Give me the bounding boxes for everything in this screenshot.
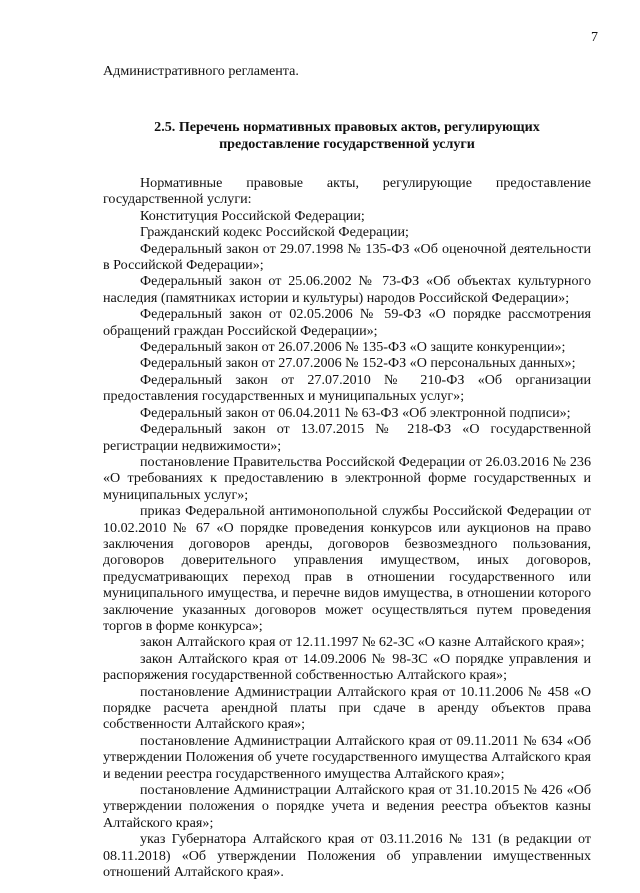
list-paragraph: Конституция Российской Федерации;	[140, 207, 365, 224]
list-paragraph: Федеральный закон от 06.04.2011 № 63-ФЗ «Об электронной подписи»;	[140, 404, 571, 421]
list-paragraph: Федеральный закон от 25.06.2002 № 73-ФЗ «Об объектах культурного наследия (памятниках истории и культуры) народов Российской Федерации»;	[103, 273, 591, 306]
lead-line: Административного регламента.	[103, 63, 299, 79]
list-paragraph: постановление Правительства Российской Федерации от 26.03.2016 № 236 «О требованиях к предоставлению в электронной форме государственных и муниципальных услуг»;	[103, 453, 591, 503]
document-body	[103, 63, 591, 880]
list-paragraph: Федеральный закон от 29.07.1998 № 135-ФЗ «Об оценочной деятельности в Российской Федерации»;	[103, 240, 591, 274]
list-paragraph: закон Алтайского края от 14.09.2006 № 98-ЗС «О порядке управления и распоряжения государственной собственностью Алтайского края»;	[103, 650, 591, 684]
legal-acts-list	[103, 175, 591, 880]
list-paragraph: Федеральный закон от 13.07.2015 № 218-ФЗ «О государственной регистрации недвижимости»;	[103, 421, 591, 454]
list-paragraph: Федеральный закон от 27.07.2010 № 210-ФЗ «Об организации предоставления государственных и муниципальных услуг»;	[103, 371, 591, 405]
list-paragraph: указ Губернатора Алтайского края от 03.11.2016 № 131 (в редакции от 08.11.2018) «Об утверждении Положения об управлении имущественных отношений Алтайского края».	[103, 831, 591, 881]
list-paragraph: приказ Федеральной антимонопольной службы Российской Федерации от 10.02.2010 № 67 «О порядке проведения конкурсов или аукционов на право заключения договоров аренды, договоров безвозмездного пользования, договоров доверительного управления имуществом, иных договоров, предусматривающих переход прав в отношении государственного или муниципального имущества, и перечне видов имущества, в отношении которого заключение указанных договоров может осуществляться путем проведения торгов в форме конкурса»;	[103, 503, 591, 634]
list-paragraph: Нормативные правовые акты, регулирующие предоставление государственной услуги:	[103, 175, 591, 208]
list-paragraph: Федеральный закон от 27.07.2006 № 152-ФЗ «О персональных данных»;	[140, 355, 576, 372]
list-paragraph: постановление Администрации Алтайского края от 10.11.2006 № 458 «О порядке расчета арендной платы при сдаче в аренду объектов права собственности Алтайского края»;	[103, 683, 591, 733]
list-paragraph: Федеральный закон от 26.07.2006 № 135-ФЗ «О защите конкуренции»;	[140, 339, 566, 356]
section-title: 2.5. Перечень нормативных правовых актов, регулирующих предоставление государственной услуги	[154, 119, 540, 153]
list-paragraph: постановление Администрации Алтайского края от 09.11.2011 № 634 «Об утверждении Положения об учете государственного имущества Алтайского края и ведении реестра государственного имущества Алтайского края»;	[103, 732, 591, 782]
list-paragraph: Гражданский кодекс Российской Федерации;	[140, 224, 409, 241]
list-paragraph: закон Алтайского края от 12.11.1997 № 62-ЗС «О казне Алтайского края»;	[140, 634, 585, 651]
list-paragraph: постановление Администрации Алтайского края от 31.10.2015 № 426 «Об утверждении положения о порядке учета и ведения реестра объектов казны Алтайского края»;	[103, 782, 591, 831]
list-paragraph: Федеральный закон от 02.05.2006 № 59-ФЗ «О порядке рассмотрения обращений граждан Российской Федерации»;	[103, 306, 591, 339]
page-number: 7	[591, 30, 598, 45]
